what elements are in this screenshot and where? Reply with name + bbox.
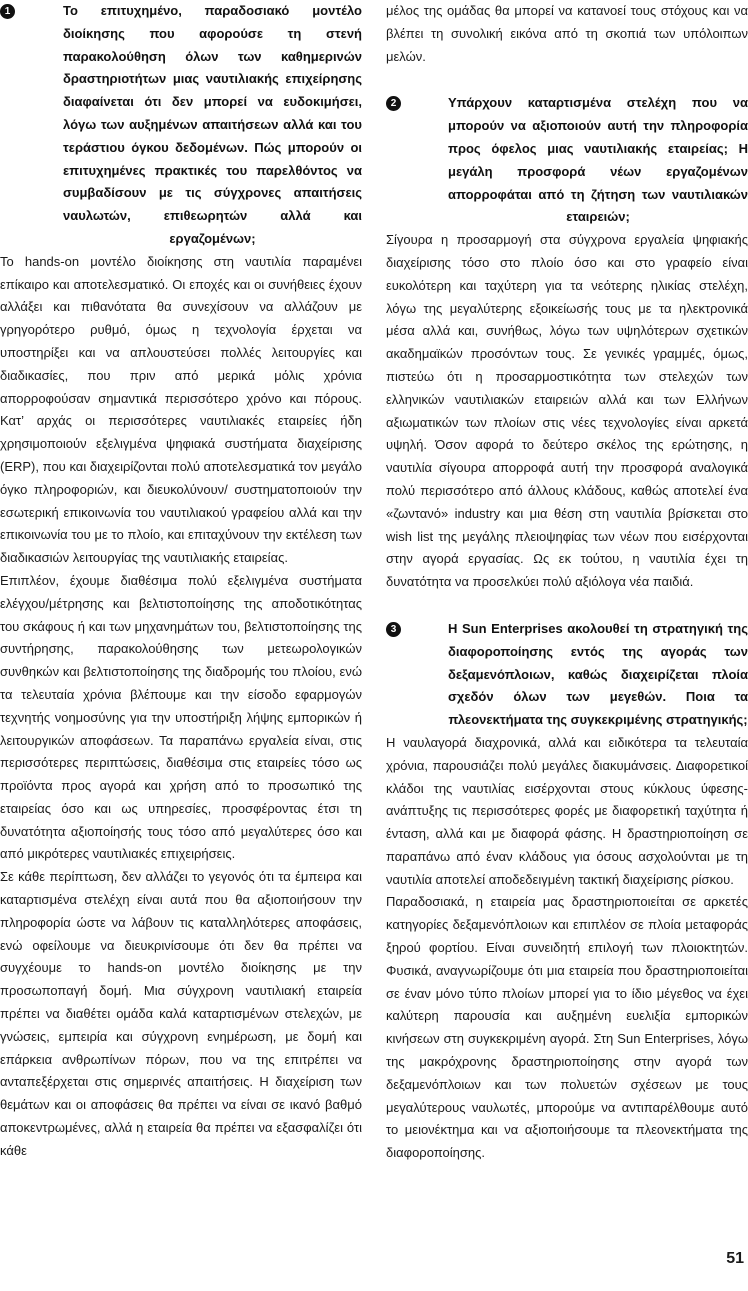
answer-1-paragraph-3: Σε κάθε περίπτωση, δεν αλλάζει το γεγονός ότι τα έμπειρα και καταρτισμένα στελέχη είναι αυτά που θα αξιοποιήσουν την πληροφορία ώστε να λάβουν τις καταλληλότερες αποφάσεις, ενώ οφείλουμε να διευκρινίσουμε ότι δεν θα πρέπει να συγχέουμε το hands-on μοντέλο διοίκησης με την προσωποπαγή δομή. Μια σύγχρονη ναυτιλιακή εταιρεία πρέπει να διαθέτει ομάδα καλά καταρτισμένων στελεχών, με γνώσεις, εμπειρία και σύγχρονη ενημέρωση, με δομή και επάρκεια ανθρωπίνων πόρων, που να της επιτρέπει να ανταπεξέρχεται στις σημερινές απαιτήσεις. Η διαχείριση των θεμάτων και οι αποφάσεις θα πρέπει να είναι σε ικανό βαθμό αποκεντρωμένες, αλλά η εταιρεία θα πρέπει να εξασφαλίζει ότι κάθε — [0, 869, 362, 1158]
question-marker-2: 2 — [386, 96, 401, 111]
page-number: 51 — [726, 1250, 744, 1267]
question-2 — [386, 92, 748, 229]
answer-1-paragraph-1: Το hands-on μοντέλο διοίκησης στη ναυτιλία παραμένει επίκαιρο και αποτελεσματικό. Οι εποχές και οι συνήθειες έχουν αλλάξει και πιθανότατα θα συνεχίσουν να αλλάζουν με γρηγορότερο ρυθμό, όμως η τεχνολογία έρχεται να υποστηρίξει και να απλουστεύσει πολλές λειτουργίες και διαδικασίες, που πριν από μερικά μόλις χρόνια απορροφούσαν σημαντικά περισσότερο χρόνο και πόρους. Κατ’ αρχάς οι περισσότερες ναυτιλιακές εταιρείες ήδη χρησιμοποιούν εξελιγμένα ψηφιακά συστήματα διαχείρισης (ERP), που και διαχειρίζονται πολύ αποτελεσματικά τον μεγάλο όγκο πληροφοριών, και διευκολύνουν/ συστηματοποιούν την εσωτερική επικοινωνία του ναυτιλιακού γραφείου αλλά και την επικοινωνία του με το πλοίο, και επιταχύνουν την εκτέλεση των διαδικασιών λειτουργίας της ναυτιλιακής εταιρείας. — [0, 253, 362, 566]
answer-3-paragraph-1: Η ναυλαγορά διαχρονικά, αλλά και ειδικότερα τα τελευταία χρόνια, παρουσιάζει πολύ μεγάλες διακυμάνσεις. Διαφορετικοί κλάδοι της ναυτιλίας εισέρχονται στους κύκλους ύφεσης-ανάπτυξης τις περισσότερες φορές με διαφορετική ταχύτητα ή ένταση, αλλά και με διαφορά φάσης. Η δραστηριοποίηση σε παραπάνω από έναν κλάδους για όσους ασχολούνται με τη ναυτιλία αποτελεί αποδεδειγμένη τακτική διαχείρισης ρίσκου. — [386, 734, 748, 887]
answer-1-paragraph-2: Επιπλέον, έχουμε διαθέσιμα πολύ εξελιγμένα συστήματα ελέγχου/μέτρησης και βελτιστοποίησης της αποδοτικότητας του σκάφους ή και των μηχανημάτων του, βελτιστοποίησης της συντήρησης, παρακολούθησης των μετεωρολογικών συνθηκών και βελτιστοποίησης της διαδρομής του πλοίου, ενώ τα τελευταία χρόνια βλέπουμε και την είσοδο εφαρμογών τεχνητής νοημοσύνης για την υποστήριξη λήψης εμπορικών ή λειτουργικών αποφάσεων. Τα παραπάνω εργαλεία είναι, στις περισσότερες περιπτώσεις, διαθέσιμα στις εταιρείες τόσο ως προϊόντα προς αγορά και χρήση από το προσωπικό της εταιρείας όσο και ως υπηρεσίες, προσφέροντας έτσι τη δυνατότητα αξιοποίησής τους τόσο από μεγαλύτερες όσο και από μικρότερες ναυτιλιακές επιχειρήσεις. — [0, 572, 362, 862]
question-3 — [386, 618, 748, 732]
question-2-text: Υπάρχουν καταρτισμένα στελέχη που να μπορούν να αξιοποιούν αυτή την πληροφορία προς όφελος μιας ναυτιλιακής εταιρείας; Η μεγάλη προσφορά νέων εργαζομένων απορροφάται από τη ζήτηση των ναυτιλιακών εταιρειών; — [448, 95, 748, 225]
question-marker-1: 1 — [0, 4, 15, 19]
question-3-text: Η Sun Enterprises ακολουθεί τη στρατηγική της διαφοροποίησης εντός της αγοράς των δεξαμενόπλοιων, καθώς διαχειρίζεται πλοία σχεδόν όλων των μεγεθών. Ποια τα πλεονεκτήματα της συγκεκριμένης στρατηγικής; — [448, 620, 748, 728]
question-marker-3: 3 — [386, 622, 401, 637]
question-1-text: Το επιτυχημένο, παραδοσιακό μοντέλο διοίκησης που αφορούσε τη στενή παρακολούθηση όλων των καθημερινών δραστηριοτήτων μιας ναυτιλιακής επιχείρησης διαφαίνεται ότι δεν μπορεί να ευδοκιμήσει, λόγω των αυξημένων απαιτήσεων αλλά και του τεράστιου όγκου δεδομένων. Πώς μπορούν οι επιτυχημένες πρακτικές του παρελθόντος να συμβαδίσουν με τις σύγχρονες απαιτήσεις ναυλωτών, επιθεωρητών αλλά και εργαζομένων; — [63, 3, 362, 246]
answer-3-paragraph-2: Παραδοσιακά, η εταιρεία μας δραστηριοποιείται σε αρκετές κατηγορίες δεξαμενόπλοιων και επιπλέον σε πλοία μεταφοράς ξηρού φορτίου. Είναι συνειδητή επιλογή των πλοιοκτητών. Φυσικά, αναγνωρίζουμε ότι μια εταιρεία που δραστηριοποιείται σε έναν μόνο τύπο πλοίων μπορεί για το ίδιο μέγεθος να έχει καλύτερη παρουσία και αυξημένη ευελιξία εμπορικών κινήσεων στη συγκεκριμένη αγορά. Στη Sun Enterprises, λόγω της μακρόχρονης δραστηριοποίησης στην αγορά των δεξαμενόπλοιων και των πολυετών σχέσεων με τους μεγαλύτερους ναυλωτές, μπορούμε να αντιπαρέλθουμε αυτό το μειονέκτημα και να αξιοποιήσουμε τα πλεονεκτήματα της διαφοροποίησης. — [386, 894, 748, 1161]
right-column — [386, 0, 748, 1165]
question-1 — [0, 0, 362, 251]
left-column — [0, 0, 362, 1163]
answer-1-continuation: μέλος της ομάδας θα μπορεί να κατανοεί τους στόχους και να βλέπει τη συνολική εικόνα από τη σκοπιά των υπόλοιπων μελών. — [386, 3, 748, 64]
answer-2-paragraph: Σίγουρα η προσαρμογή στα σύγχρονα εργαλεία ψηφιακής διαχείρισης τόσο στο πλοίο όσο και στο γραφείο είναι ευκολότερη και ταχύτερη για τα νεότερης ηλικίας στελέχη, λόγω της μεγαλύτερης εξοικείωσής τους με τα ηλεκτρονικά μέσα αλλά και, συνήθως, λόγω των υψηλότερων σχετικών ακαδημαϊκών προσόντων τους. Σε γενικές γραμμές, όμως, πιστεύω ότι η προσαρμοστικότητα των στελεχών των ελληνικών ναυτιλιακών εταιρειών αλλά και των Ελλήνων αξιωματικών των πλοίων στις νέες τεχνολογίες είναι αρκετά υψηλή. Όσον αφορά το δεύτερο σκέλος της ερώτησης, η ναυτιλία σίγουρα απορροφά αυτή την προσφορά αναλογικά πολύ περισσότερο από άλλους κλάδους, καθώς αποτελεί ένα «ζωντανό» industry και μια θέση στη ναυτιλία βρίσκεται στο wish list της μεγάλης πλειοψηφίας των νέων που εισέρχονται στην αγορά εργασίας. Ως εκ τούτου, η ναυτιλία έχει τη δυνατότητα να προσελκύει πολύ αξιόλογα νέα παιδιά. — [386, 232, 748, 590]
